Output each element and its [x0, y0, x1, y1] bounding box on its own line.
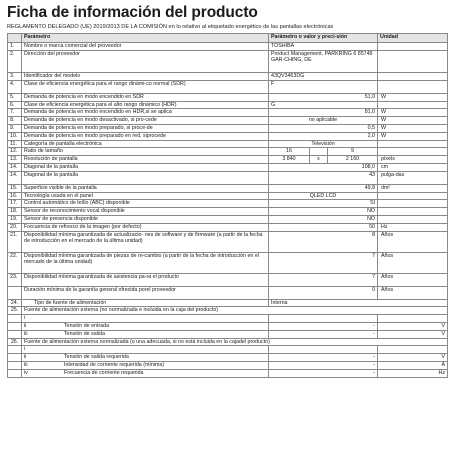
table-subrow [8, 361, 448, 369]
value-a: 16 [269, 148, 310, 156]
row-value: 2,0 [269, 132, 378, 140]
row-parameter [22, 354, 269, 362]
row-unit [378, 140, 448, 148]
table-subrow [8, 322, 448, 330]
table-row [8, 338, 448, 346]
row-unit [378, 346, 448, 354]
row-parameter: Disponibilidad mínima garantizada de asistencia pa-ra el producto [22, 273, 269, 286]
row-value: SI [269, 200, 378, 208]
row-value: - [269, 322, 378, 330]
row-unit: V [378, 354, 448, 362]
row-unit: Años [378, 273, 448, 286]
row-number [8, 361, 22, 369]
table-row [8, 286, 448, 299]
table-row [8, 73, 448, 81]
table-row [8, 299, 448, 307]
row-number: 2. [8, 51, 22, 73]
row-parameter: Categoría de pantalla electrónica [22, 140, 269, 148]
row-parameter: Tipo de fuente de alimentación [22, 299, 269, 307]
row-number [8, 369, 22, 377]
row-parameter: Nombre o marca comercial del proveedor [22, 43, 269, 51]
row-value: Interna [269, 299, 448, 307]
row-parameter: Clase de eficiencia energética para el alto rango dinámico (HDR) [22, 101, 269, 109]
row-number: 16. [8, 192, 22, 200]
row-unit: W [378, 109, 448, 117]
row-parameter: Frecuencia de refresco de la imagen (por defecto) [22, 223, 269, 231]
table-row [8, 171, 448, 184]
table-row [8, 148, 448, 156]
row-unit: píxels [378, 156, 448, 164]
table-row [8, 43, 448, 51]
row-number: 24. [8, 299, 22, 307]
row-number: 23. [8, 273, 22, 286]
row-unit: Hz [378, 223, 448, 231]
row-value: Televisión [269, 140, 378, 148]
sub-index: ii [24, 354, 27, 361]
row-unit: V [378, 330, 448, 338]
row-value: 108,0 [269, 163, 378, 171]
table-subrow [8, 354, 448, 362]
row-value [269, 346, 378, 354]
row-unit: Años [378, 252, 448, 273]
header-num [8, 34, 22, 43]
row-parameter: Tecnología usada en el panel [22, 192, 269, 200]
row-value: - [269, 369, 378, 377]
row-number: 15. [8, 184, 22, 192]
row-parameter: Demanda de potencia en modo desactivado, si pro-cede [22, 117, 269, 125]
row-number: 4. [8, 80, 22, 93]
table-row [8, 93, 448, 101]
row-unit: W [378, 124, 448, 132]
row-unit [378, 51, 448, 73]
table-row [8, 223, 448, 231]
row-number: 3. [8, 73, 22, 81]
row-parameter: Diagonal de la pantalla [22, 171, 269, 184]
row-value: 7 [269, 273, 378, 286]
sub-index: ii [24, 322, 27, 329]
row-value: TOSHIBA [269, 43, 378, 51]
row-value: 49,8 [269, 184, 378, 192]
value-b: 2 160 [328, 156, 378, 164]
row-parameter: Demanda de potencia en modo preparado en red, siprocede [22, 132, 269, 140]
row-parameter: Sensor de reconocimiento vocal disponible [22, 208, 269, 216]
row-number: 11. [8, 140, 22, 148]
row-parameter [22, 315, 269, 323]
sub-index: i [24, 346, 26, 353]
row-number: 7. [8, 109, 22, 117]
row-unit: W [378, 93, 448, 101]
sub-index: iv [24, 369, 28, 376]
row-unit [378, 208, 448, 216]
table-subrow [8, 330, 448, 338]
row-unit: cm [378, 163, 448, 171]
row-parameter [22, 322, 269, 330]
table-row [8, 51, 448, 73]
table-row [8, 140, 448, 148]
table-subrow [8, 346, 448, 354]
row-value: - [269, 330, 378, 338]
page-title: Ficha de información del producto [7, 4, 258, 21]
spec-table [7, 33, 448, 377]
row-unit [378, 80, 448, 93]
row-value: 7 [269, 252, 378, 273]
row-value: 81,0 [269, 109, 378, 117]
value-sep [310, 148, 328, 156]
table-row [8, 231, 448, 252]
sub-parameter: Tensión de entrada [64, 322, 110, 329]
row-value: 0 [269, 286, 378, 299]
table-row [8, 132, 448, 140]
value-a: 3 840 [269, 156, 310, 164]
table-row [8, 101, 448, 109]
table-subrow [8, 369, 448, 377]
table-row [8, 273, 448, 286]
value-b: 9 [328, 148, 378, 156]
table-row [8, 215, 448, 223]
row-parameter: Identificador del modelo [22, 73, 269, 81]
row-value: NO [269, 215, 378, 223]
sub-parameter: Intensidad de corriente requerida (mínima) [64, 361, 165, 368]
sub-index: iii [24, 361, 28, 368]
row-number: 17. [8, 200, 22, 208]
row-parameter: Superficie visible de la pantalla [22, 184, 269, 192]
row-unit: dm² [378, 184, 448, 192]
row-number: 26. [8, 338, 22, 346]
row-value: 0,5 [269, 124, 378, 132]
row-number: 9. [8, 124, 22, 132]
sub-index: iii [24, 330, 28, 337]
row-value: 8 [269, 231, 378, 252]
row-unit: Años [378, 231, 448, 252]
table-row [8, 156, 448, 164]
row-number [8, 315, 22, 323]
row-parameter: Disponibilidad mínima garantizada de piezas de re-cambio (a partir de la fecha de introducción en el mercado de la última unidad) [22, 252, 269, 273]
row-parameter: Demanda de potencia en modo encendido en SDR [22, 93, 269, 101]
row-unit [378, 200, 448, 208]
table-row [8, 184, 448, 192]
table-row [8, 163, 448, 171]
header-unit: Unidad [378, 34, 448, 43]
row-value: no aplicable [269, 117, 378, 125]
row-number: 8. [8, 117, 22, 125]
row-value: 43 [269, 171, 378, 184]
row-number: 14. [8, 171, 22, 184]
row-parameter [22, 346, 269, 354]
row-number: 6. [8, 101, 22, 109]
row-parameter: Demanda de potencia en modo encendido en HDR,si se aplica [22, 109, 269, 117]
row-value: F [269, 80, 378, 93]
sub-parameter: Tensión de salida [64, 330, 105, 337]
row-value: G [269, 101, 378, 109]
row-parameter [22, 330, 269, 338]
table-row [8, 192, 448, 200]
row-number: 12. [8, 148, 22, 156]
row-unit [378, 73, 448, 81]
row-number: 20. [8, 223, 22, 231]
row-value: 51,0 [269, 93, 378, 101]
row-number: 5. [8, 93, 22, 101]
row-unit: W [378, 117, 448, 125]
table-row [8, 117, 448, 125]
header-value: Parámetro o valor y preci-sión [269, 34, 378, 43]
row-unit [378, 315, 448, 323]
sub-index: i [24, 315, 26, 322]
header-param: Parámetro [22, 34, 269, 43]
table-row [8, 124, 448, 132]
row-number: 19. [8, 215, 22, 223]
row-number [8, 346, 22, 354]
row-number [8, 286, 22, 299]
row-parameter: Duración mínima de la garantía general ofrecida porel proveedor [22, 286, 269, 299]
row-unit: Hz [378, 369, 448, 377]
row-unit: A [378, 361, 448, 369]
row-value: - [269, 354, 378, 362]
table-row [8, 208, 448, 216]
row-unit: Años [378, 286, 448, 299]
sub-parameter: Frecuencia de corriente requerida [64, 369, 144, 376]
row-parameter: Diagonal de la pantalla [22, 163, 269, 171]
row-parameter: Fuente de alimentación externa normalizada (o una adecuada, si no está incluida en la cajadel producto) [22, 338, 448, 346]
row-value: QLED LCD [269, 192, 378, 200]
row-value [269, 315, 378, 323]
row-parameter: Disponibilidad mínima garantizada de actualizacio- nes de software y de firmware (a partir de la fecha de introducción en el mercado de la última unidad) [22, 231, 269, 252]
row-parameter: Resolución de pantalla [22, 156, 269, 164]
table-row [8, 109, 448, 117]
row-value: Product Management, PARKRING 6 85748 GAR-CHING, DE [269, 51, 378, 73]
row-number: 1. [8, 43, 22, 51]
row-number: 22. [8, 252, 22, 273]
row-parameter: Ratio de tamaño [22, 148, 269, 156]
table-row [8, 307, 448, 315]
row-unit [378, 43, 448, 51]
row-parameter: Clase de eficiencia energética para el rango dinámi-co normal (SDR) [22, 80, 269, 93]
row-number [8, 322, 22, 330]
table-row [8, 200, 448, 208]
table-subrow [8, 315, 448, 323]
regulation-text: REGLAMENTO DELEGADO (UE) 2019/2013 DE LA COMISIÓN en lo relativo al etiquetado energético de las pantallas electrónicas [7, 24, 334, 30]
row-value: - [269, 361, 378, 369]
row-number: 21. [8, 231, 22, 252]
row-parameter: Fuente de alimentación externa (no normalizada e incluida en la caja del producto) [22, 307, 448, 315]
row-parameter: Demanda de potencia en modo preparado, si proce-de [22, 124, 269, 132]
row-number: 14. [8, 163, 22, 171]
row-number: 25. [8, 307, 22, 315]
table-row [8, 80, 448, 93]
row-number [8, 330, 22, 338]
row-unit [378, 101, 448, 109]
row-number: 13. [8, 156, 22, 164]
row-parameter: Sensor de presencia disponible [22, 215, 269, 223]
row-unit [378, 148, 448, 156]
row-value: 50 [269, 223, 378, 231]
row-parameter [22, 369, 269, 377]
row-number [8, 354, 22, 362]
row-number: 10. [8, 132, 22, 140]
row-parameter [22, 361, 269, 369]
row-unit [378, 215, 448, 223]
row-parameter: Dirección del proveedor [22, 51, 269, 73]
row-parameter: Control automático de brillo (ABC) disponible [22, 200, 269, 208]
row-unit: V [378, 322, 448, 330]
row-value: NO [269, 208, 378, 216]
row-value: 43QV3463DG [269, 73, 378, 81]
value-sep: x [310, 156, 328, 164]
sub-parameter: Tensión de salida requerida [64, 354, 129, 361]
row-unit: W [378, 132, 448, 140]
table-row [8, 252, 448, 273]
row-unit: pulga-das [378, 171, 448, 184]
table-header [8, 34, 448, 43]
row-number: 18. [8, 208, 22, 216]
row-unit [378, 192, 448, 200]
